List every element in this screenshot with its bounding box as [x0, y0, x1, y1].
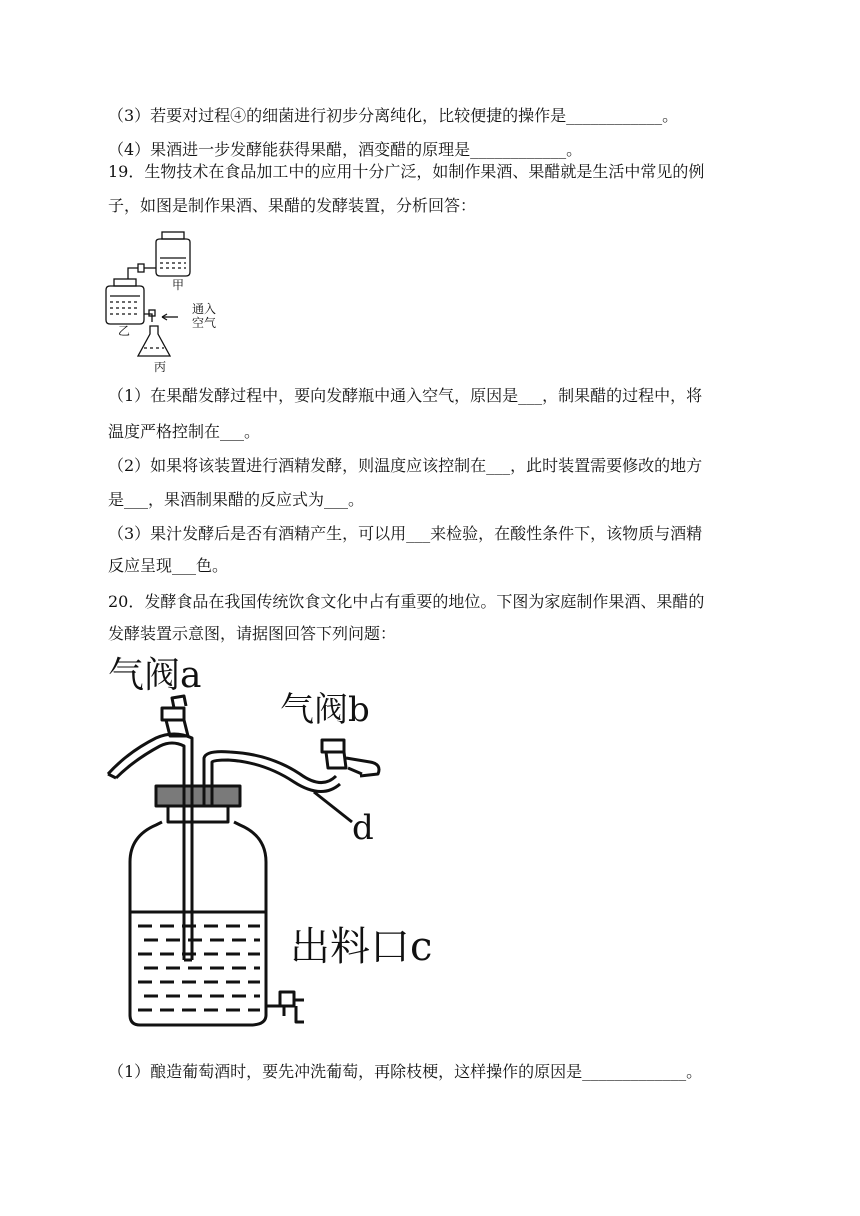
- q19-part2-line2: 是___，果酒制果醋的反应式为___。: [108, 490, 365, 509]
- q19-stem-line2: 子，如图是制作果酒、果醋的发酵装置，分析回答：: [108, 196, 477, 215]
- q19-fermentation-apparatus-figure: [100, 224, 240, 374]
- q19-part1-line2: 温度严格控制在___。: [108, 422, 261, 441]
- q19-part2-line1: （2）如果将该装置进行酒精发酵，则温度应该控制在___，此时装置需要修改的地方: [108, 456, 703, 475]
- q19-stem-line1: 19．生物技术在食品加工中的应用十分广泛，如制作果酒、果醋就是生活中常见的例: [108, 162, 705, 181]
- q19-part1-line1: （1）在果醋发酵过程中，要向发酵瓶中通入空气，原因是___，制果醋的过程中，将: [108, 386, 703, 405]
- air-inlet-label-2: 空气: [192, 316, 217, 330]
- q20-stem-line2: 发酵装置示意图，请据图回答下列问题：: [108, 624, 397, 643]
- q19-part3-line1: （3）果汁发酵后是否有酒精产生，可以用___来检验，在酸性条件下，该物质与酒精: [108, 524, 703, 543]
- q18-part4: （4）果酒进一步发酵能获得果醋，酒变醋的原理是____________。: [108, 140, 583, 159]
- valve-a-label: 气阀a: [108, 655, 202, 696]
- bottle-jia-label: 甲: [172, 278, 185, 292]
- q20-stem-line1: 20．发酵食品在我国传统饮食文化中占有重要的地位。下图为家庭制作果酒、果醋的: [108, 592, 705, 611]
- q18-part3: （3）若要对过程④的细菌进行初步分离纯化，比较便捷的操作是____________。: [108, 106, 679, 125]
- q19-part3-line2: 反应呈现___色。: [108, 556, 229, 575]
- air-inlet-label-1: 通入: [192, 302, 217, 316]
- tube-d-label: d: [352, 808, 374, 848]
- flask-bing-label: 丙: [154, 360, 167, 374]
- q20-part1: （1）酿造葡萄酒时，要先冲洗葡萄，再除枝梗，这样操作的原因是_____________。: [108, 1062, 703, 1081]
- valve-b-label: 气阀b: [280, 690, 370, 730]
- outlet-c-label: 出料口c: [290, 924, 433, 970]
- bottle-yi-label: 乙: [118, 324, 131, 338]
